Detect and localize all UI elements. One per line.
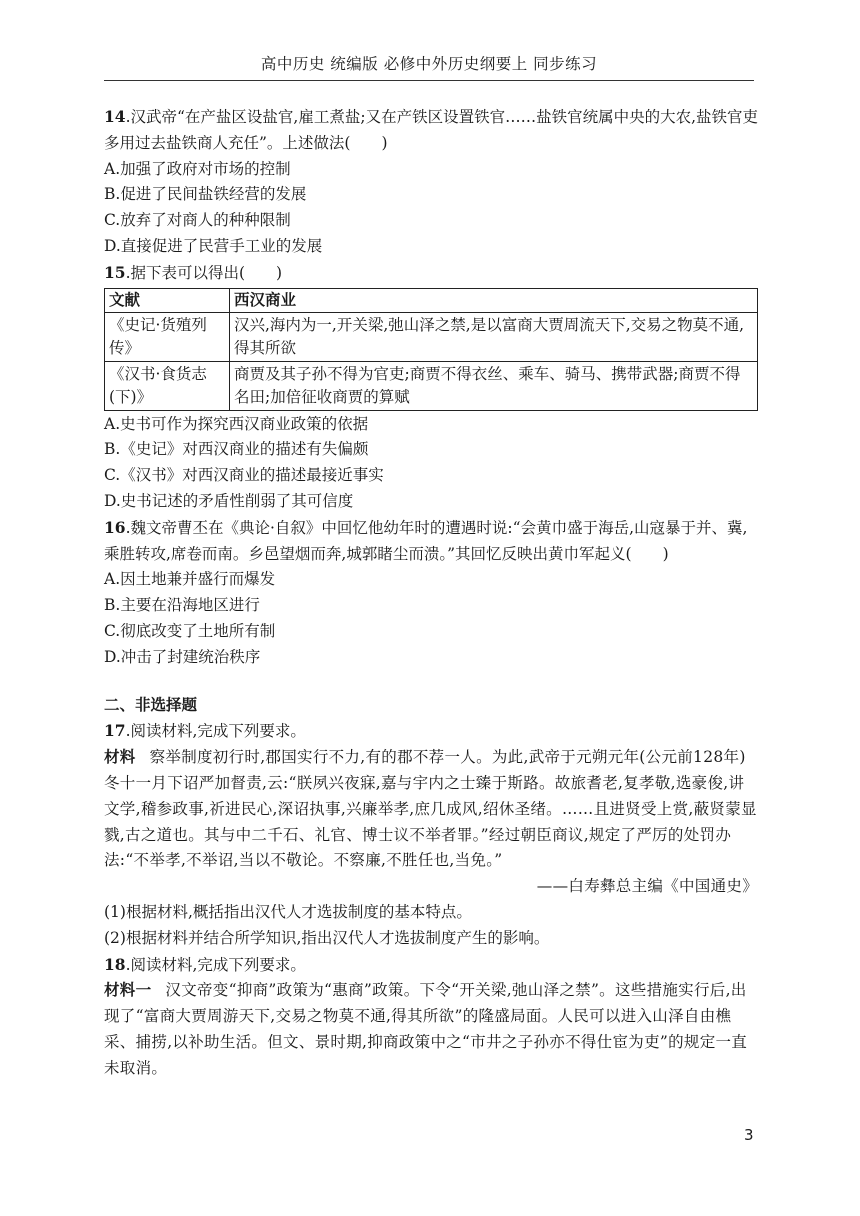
- material-source: ——白寿彝总主编《中国通史》: [536, 877, 758, 896]
- requirement-1: (1)根据材料,概括指出汉代人才选拔制度的基本特点。: [104, 902, 472, 921]
- table-cell: 商贾及其子孙不得为官吏;商贾不得衣丝、乘车、骑马、携带武器;商贾不得名田;加倍征收商贾的算赋: [230, 361, 758, 410]
- option-c: C.放弃了对商人的种种限制: [104, 211, 291, 230]
- question-17-stem: [104, 718, 758, 745]
- material-label: 材料一: [104, 981, 152, 1000]
- question-16-stem: [104, 515, 758, 568]
- option-c: C.彻底改变了土地所有制: [104, 621, 276, 640]
- option-d: D.直接促进了民营手工业的发展: [104, 236, 323, 255]
- page-header: 高中历史 统编版 必修中外历史纲要上 同步练习: [260, 55, 598, 73]
- table-row: [105, 361, 758, 410]
- question-number: 17: [104, 721, 126, 741]
- section-title: 二、非选择题: [104, 695, 198, 714]
- document-body: [104, 104, 758, 1082]
- table-cell: 汉兴,海内为一,开关梁,弛山泽之禁,是以富商大贾周流天下,交易之物莫不通,得其所欲: [230, 312, 758, 361]
- material-text: 汉文帝变“抑商”政策为“惠商”政策。下令“开关梁,弛山泽之禁”。这些措施实行后,出现了“富商大贾周游天下,交易之物莫不通,得其所欲”的隆盛局面。人民可以进入山泽自由樵采、捕捞,以补助生活。但文、景时期,抑商政策中之“市井之子孙亦不得仕宦为吏”的规定一直未取消。: [104, 981, 748, 1077]
- question-15-stem: [104, 260, 758, 287]
- question-18-stem: [104, 952, 758, 979]
- question-number: 14: [104, 107, 126, 126]
- requirement-2: (2)根据材料并结合所学知识,指出汉代人才选拔制度产生的影响。: [104, 928, 550, 947]
- option-a: A.因土地兼并盛行而爆发: [104, 570, 276, 589]
- option-c: C.《汉书》对西汉商业的描述最接近事实: [104, 466, 384, 485]
- table-cell: 《史记·货殖列传》: [105, 312, 230, 361]
- table-cell: 《汉书·食货志(下)》: [105, 361, 230, 410]
- page-number: 3: [744, 1126, 754, 1144]
- option-d: D.史书记述的矛盾性削弱了其可信度: [104, 491, 354, 510]
- question-number: 18: [104, 954, 126, 974]
- material-passage: [104, 745, 758, 874]
- option-a: A.加强了政府对市场的控制: [104, 159, 291, 178]
- question-14-stem: [104, 104, 758, 157]
- question-text: .据下表可以得出( ): [125, 263, 283, 282]
- option-d: D.冲击了封建统治秩序: [104, 647, 261, 666]
- material-text: 察举制度初行时,郡国实行不力,有的郡不荐一人。为此,武帝于元朔元年(公元前128年)冬十一月下诏严加督责,云:“朕夙兴夜寐,嘉与宇内之士臻于斯路。故旅耆老,复孝敬,选豪俊,讲文学,稽参政事,祈进民心,深诏执事,兴廉举孝,庶几成风,绍休圣绪。……且进贤受上赏,蔽贤蒙显戮,古之道也。其与中二千石、礼官、博士议不举者罪。”经过朝臣商议,规定了严厉的处罚办法:“不举孝,不举诏,当以不敬论。不察廉,不胜任也,当免。”: [104, 748, 757, 870]
- material-passage: [104, 978, 758, 1081]
- table-header-cell: 文献: [105, 288, 230, 312]
- question-text: .阅读材料,完成下列要求。: [125, 955, 306, 974]
- option-a: A.史书可作为探究西汉商业政策的依据: [104, 414, 369, 433]
- material-label: 材料: [104, 748, 136, 767]
- table-header-row: [105, 288, 758, 312]
- question-text: .汉武帝“在产盐区设盐官,雇工煮盐;又在产铁区设置铁官……盐铁官统属中央的大农,盐铁官吏多用过去盐铁商人充任”。上述做法( ): [104, 108, 759, 152]
- question-number: 16: [104, 517, 126, 537]
- table-row: [105, 312, 758, 361]
- question-text: .魏文帝曹丕在《典论·自叙》中回忆他幼年时的遭遇时说:“会黄巾盛于海岳,山寇暴于并、冀,乘胜转攻,席卷而南。乡邑望烟而奔,城郭睹尘而溃。”其回忆反映出黄巾军起义( ): [104, 518, 748, 563]
- header-divider: [104, 80, 754, 81]
- question-number: 15: [104, 262, 126, 282]
- source-table: [104, 288, 758, 411]
- table-header-cell: 西汉商业: [230, 288, 758, 312]
- option-b: B.《史记》对西汉商业的描述有失偏颇: [104, 440, 369, 459]
- option-b: B.促进了民间盐铁经营的发展: [104, 185, 307, 204]
- question-text: .阅读材料,完成下列要求。: [125, 722, 306, 741]
- option-b: B.主要在沿海地区进行: [104, 596, 260, 615]
